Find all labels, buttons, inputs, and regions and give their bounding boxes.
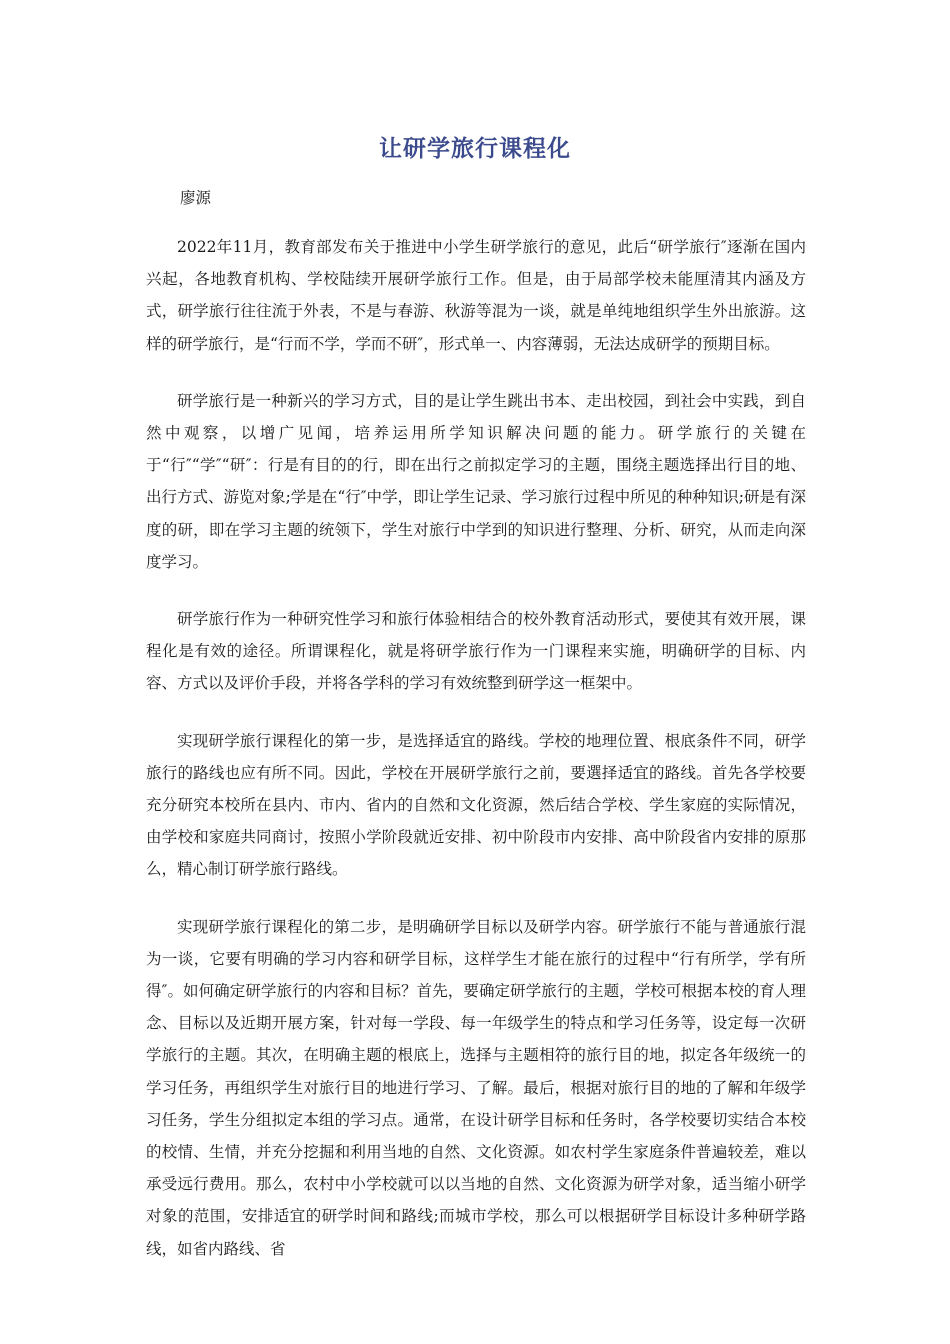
document-title: 让研学旅行课程化 (379, 136, 571, 162)
paragraph: 实现研学旅行课程化的第二步，是明确研学目标以及研学内容。研学旅行不能与普通旅行混为一谈，它要有明确的学习内容和研学目标，这样学生才能在旅行的过程中“行有所学，学有所得″。如何确定研学旅行的内容和目标？首先，要确定研学旅行的主题，学校可根据本校的育人理念、目标以及近期开展方案，针对每一学段、每一年级学生的特点和学习任务等，设定每一次研学旅行的主题。其次，在明确主题的根底上，选择与主题相符的旅行目的地，拟定各年级统一的学习任务，再组织学生对旅行目的地进行学习、了解。最后，根据对旅行目的地的了解和年级学习任务，学生分组拟定本组的学习点。通常，在设计研学目标和任务时，各学校要切实结合本校的校情、生情，并充分挖掘和利用当地的自然、文化资源。如农村学生家庭条件普遍较差，难以承受远行费用。那么，农村中小学校就可以以当地的自然、文化资源为研学对象，适当缩小研学对象的范围，安排适宜的研学时间和路线;而城市学校，那么可以根据研学目标设计多种研学路线，如省内路线、省 (146, 917, 806, 1258)
article-body (146, 231, 806, 1290)
paragraph: 2022年11月，教育部发布关于推进中小学生研学旅行的意见，此后“研学旅行″逐渐在国内兴起，各地教育机构、学校陆续开展研学旅行工作。但是，由于局部学校未能厘清其内涵及方式，研学旅行往往流于外表，不是与春游、秋游等混为一谈，就是单纯地组织学生外出旅游。这样的研学旅行，是“行而不学，学而不研″，形式单一、内容薄弱，无法达成研学的预期目标。 (146, 238, 806, 353)
author-name: 廖源 (180, 189, 212, 207)
paragraph: 研学旅行作为一种研究性学习和旅行体验相结合的校外教育活动形式，要使其有效开展，课程化是有效的途径。所谓课程化，就是将研学旅行作为一门课程来实施，明确研学的目标、内容、方式以及评价手段，并将各学科的学习有效统整到研学这一框架中。 (146, 610, 806, 693)
paragraph: 实现研学旅行课程化的第一步，是选择适宜的路线。学校的地理位置、根底条件不同，研学旅行的路线也应有所不同。因此，学校在开展研学旅行之前，要選择适宜的路线。首先各学校要充分研究本校所在县内、市内、省内的自然和文化资源，然后结合学校、学生家庭的实际情况，由学校和家庭共同商讨，按照小学阶段就近安排、初中阶段市内安排、高中阶段省内安排的原那么，精心制订研学旅行路线。 (146, 731, 806, 879)
paragraph: 研学旅行是一种新兴的学习方式，目的是让学生跳出书本、走出校园，到社会中实践，到自然中观察，以增广见闻，培养运用所学知识解决问题的能力。研学旅行的关键在于“行″“学″“研″：行是有目的的行，即在出行之前拟定学习的主题，围绕主题选择出行目的地、出行方式、游览对象;学是在“行″中学，即让学生记录、学习旅行过程中所见的种种知识;研是有深度的研，即在学习主题的统领下，学生对旅行中学到的知识进行整理、分析、研究，从而走向深度学习。 (146, 391, 806, 571)
